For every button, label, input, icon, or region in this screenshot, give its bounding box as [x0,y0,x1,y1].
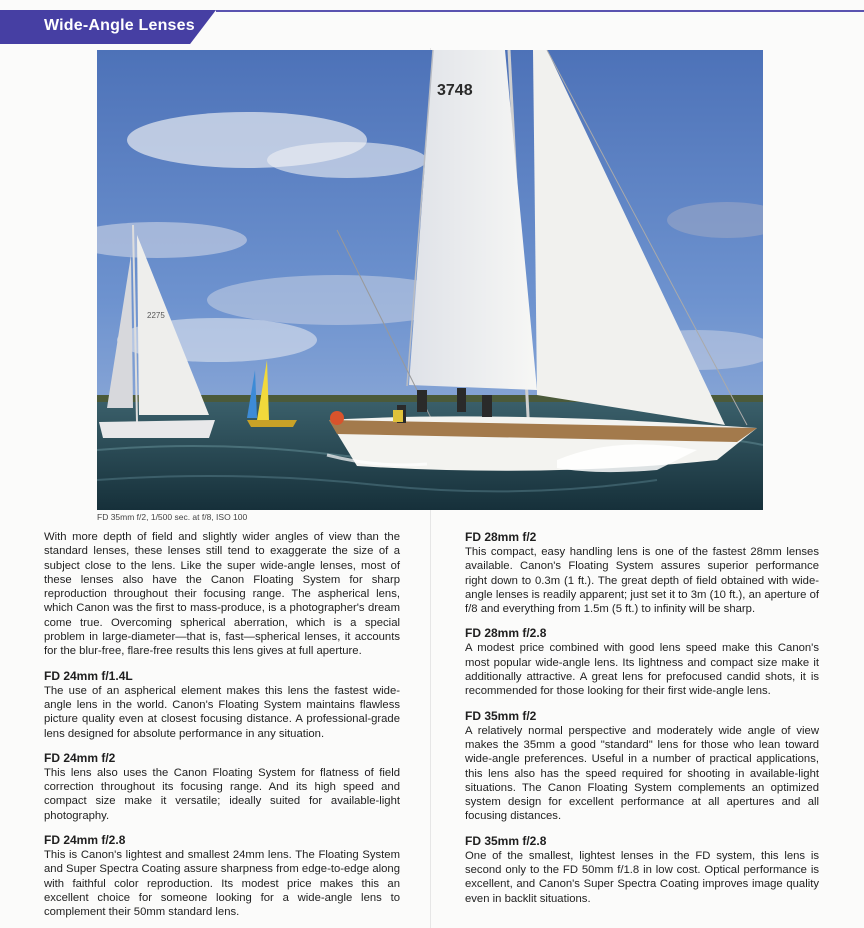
lens-name: FD 35mm f/2 [465,708,537,723]
section-title: Wide-Angle Lenses [44,17,195,34]
lens-description: This is Canon's lightest and smallest 24mm lens. The Floating System and Super Spectra Coating assure sharpness from edge-to-edge along with faithful color reproduction. Its modest price makes this an excellent choice for someone looking for a wide-angle lens to complement their 50mm standard lens. [44,849,400,919]
lens-entry [465,626,819,698]
lens-entry [465,834,819,906]
lens-description: A modest price combined with good lens speed make this Canon's most popular wide-angle lens. Its lightness and compact size make it additionally attractive. A great lens for prefocused candid shots, it is recommended for those looking for their first wide-angle lens. [465,642,819,698]
lens-description: One of the smallest, lightest lenses in the FD system, this lens is second only to the FD 50mm f/1.8 in low cost. Optical performance is excellent, and Canon's Super Spectra Coating improves image quality even in backlit situations. [465,849,819,905]
lens-name: FD 28mm f/2 [465,530,537,544]
lens-entry [44,669,400,741]
lens-entry [44,833,400,919]
lens-name: FD 35mm f/2.8 [465,833,547,848]
right-column [465,530,819,906]
lens-entry [44,751,400,823]
sail-number: 3748 [437,82,473,99]
lens-description: This compact, easy handling lens is one of the fastest 28mm lenses available. Canon's Floating System assures superior performance right down to 0.3m (1 ft.). The great depth of field obtained with wide-angle lenses is readily apparent; just set it to 3m (10 ft.), an aperture of f/8 and everything from 1.5m (5 ft.) to infinity will be sharp. [465,546,819,616]
lens-entry [465,530,819,616]
lens-name: FD 24mm f/1.4L [44,668,133,683]
header-rule [216,10,864,12]
small-sail-number: 2275 [147,311,165,320]
lens-name: FD 28mm f/2.8 [465,626,547,641]
lens-name: FD 24mm f/2 [44,750,116,765]
left-column [44,530,400,920]
photo-caption: FD 35mm f/2, 1/500 sec. at f/8, ISO 100 [97,512,248,522]
intro-paragraph: With more depth of field and slightly wider angles of view than the standard lenses, these lenses still tend to exaggerate the size of a subject close to the lens. Like the super wide-angle lenses, most of these lenses also have the Canon Floating System for sharp reproduction throughout their focusing range. The aspherical lens, which Canon was the first to mass-produce, is a photographer's dream come true. Overcoming spherical aberration, which is a special problem in large-diameter—that is, fast—spherical lenses, it accounts for the blur-free, flare-free results this lens gives at full aperture. [44,531,400,658]
lens-description: A relatively normal perspective and moderately wide angle of view makes the 35mm a good "standard" lens for those who lean toward wide-angle preferences. Useful in a number of practical applications, this lens also has the speed required for shooting in available-light situations. The Canon Floating System complements an optimized system design for excellent performance at all apertures and all focusing distances. [465,724,819,823]
lens-description: This lens also uses the Canon Floating System for flatness of field correction throughout its focusing range. And its high speed and compact size make it versatile; ideally suited for available-light photography. [44,766,400,822]
lens-description: The use of an aspherical element makes this lens the fastest wide-angle lens in the world. Canon's Floating System maintains flawless picture quality even at closest focusing distance. A professional-grade lens designed for absolute performance in any situation. [44,684,400,740]
lens-entry [465,709,819,824]
lens-name: FD 24mm f/2.8 [44,833,126,848]
sailboat-photo [97,50,763,510]
